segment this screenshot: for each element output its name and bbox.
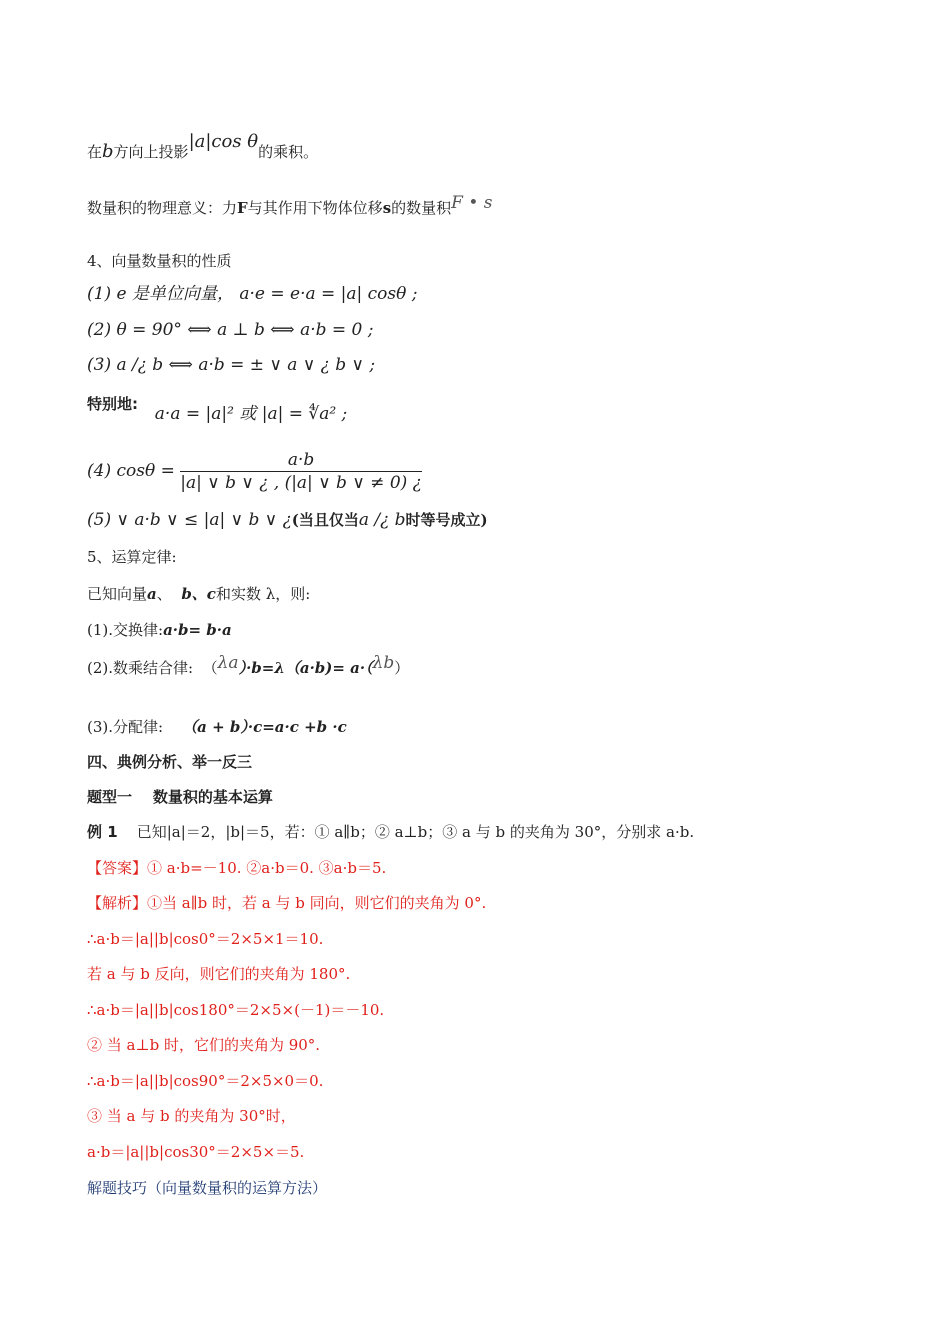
solution-line-7: ③ 当 a 与 b 的夹角为 30°时， [87,1107,296,1125]
law-1 [87,620,232,640]
text: 和实数 λ，则: [215,585,311,603]
text: 的数量积 [391,199,452,217]
property-4 [87,450,422,493]
law-3-formula: （a + b）·c=a·c +b ·c [182,718,347,736]
solution-line-2: ∴a·b＝|a||b|cos0°＝2×5×1＝10. [87,930,324,948]
vector-a: a [147,585,157,603]
heading-properties: 4、向量数量积的性质 [87,252,232,270]
technique-heading: 解题技巧（向量数量积的运算方法） [87,1179,328,1197]
text: 已知向量 [87,585,148,603]
vectors-bc: b、c [181,585,216,603]
force-symbol: F [237,199,248,217]
work-formula: F • s [451,193,493,213]
text: (2).数乘结合律: [87,659,194,677]
text: (1).交换律: [87,621,164,639]
text: 在 [87,143,103,161]
physics-meaning-line [87,193,493,218]
text: 数量积的物理意义：力 [87,199,238,217]
example-label: 例 1 [87,823,118,841]
solution-line-3: 若 a 与 b 反向，则它们的夹角为 180°. [87,965,351,983]
math-b: b [102,141,114,162]
text: a /¿ b [358,510,406,530]
special-formula: a·a = |a|² 或 |a| = ∜a² ; [154,404,348,424]
heading-laws: 5、运算定律: [87,548,177,566]
displacement-symbol: s [382,199,392,217]
property-5 [87,510,488,530]
text: (当且仅当 [291,511,359,529]
text: 的乘积。 [258,143,319,161]
solution-line-8: a·b＝|a||b|cos30°＝2×5×＝5. [87,1143,305,1161]
law-3 [87,717,347,737]
example-text: 已知|a|＝2，|b|＝5，若：① a∥b；② a⊥b；③ a 与 b 的夹角为 30°，分别求 a·b. [136,823,695,841]
answer-line [87,858,386,878]
lambda-b: λb [372,653,395,673]
fraction-denominator: |a| ∨ b ∨ ¿ , (|a| ∨ b ∨ ≠ 0) ¿ [180,473,422,493]
known-line [87,584,310,604]
law-2-formula: ）·b=λ（a·b)= a·（ [238,659,373,677]
text: 、 [156,585,172,603]
property-1: (1) e 是单位向量， a·e = e·a = |a| cosθ ; [87,284,418,304]
cos-fraction [180,450,422,493]
solution-line-1 [87,893,486,913]
problem-type-heading: 题型一 数量积的基本运算 [87,788,273,806]
section-four-heading: 四、典例分析、举一反三 [87,753,253,771]
answer-text: ① a·b=－10. ②a·b＝0. ③a·b＝5. [147,859,387,877]
law-1-formula: a·b= b·a [163,621,232,639]
solution-line-5: ② 当 a⊥b 时，它们的夹角为 90°. [87,1036,321,1054]
text: (3).分配律: [87,718,164,736]
lambda-a: λa [217,653,239,673]
text: ） [394,659,410,677]
property-5-formula: (5) ∨ a·b ∨ ≤ |a| ∨ b ∨ ¿ [87,510,292,530]
solution-text: ①当 a∥b 时，若 a 与 b 同向，则它们的夹角为 0°. [147,894,487,912]
special-line [87,394,348,424]
answer-tag: 【答案】 [87,859,148,877]
law-2 [87,653,410,678]
solution-line-4: ∴a·b＝|a||b|cos180°＝2×5×(－1)＝－10. [87,1001,385,1019]
projection-line [87,131,319,162]
projection-formula: |a|cos θ [188,131,259,152]
special-label: 特别地: [87,395,138,413]
solution-line-6: ∴a·b＝|a||b|cos90°＝2×5×0＝0. [87,1072,324,1090]
text: （ [202,659,218,677]
cos-lhs: (4) cosθ = [87,461,175,481]
text: 时等号成立) [405,511,488,529]
text: 与其作用下物体位移 [247,199,383,217]
text: 方向上投影 [113,143,189,161]
example-1 [87,822,694,842]
property-2: (2) θ = 90° ⟺ a ⊥ b ⟺ a·b = 0 ; [87,320,374,340]
property-3: (3) a /¿ b ⟺ a·b = ± ∨ a ∨ ¿ b ∨ ; [87,355,376,375]
solution-tag: 【解析】 [87,894,148,912]
fraction-numerator: a·b [180,450,422,472]
